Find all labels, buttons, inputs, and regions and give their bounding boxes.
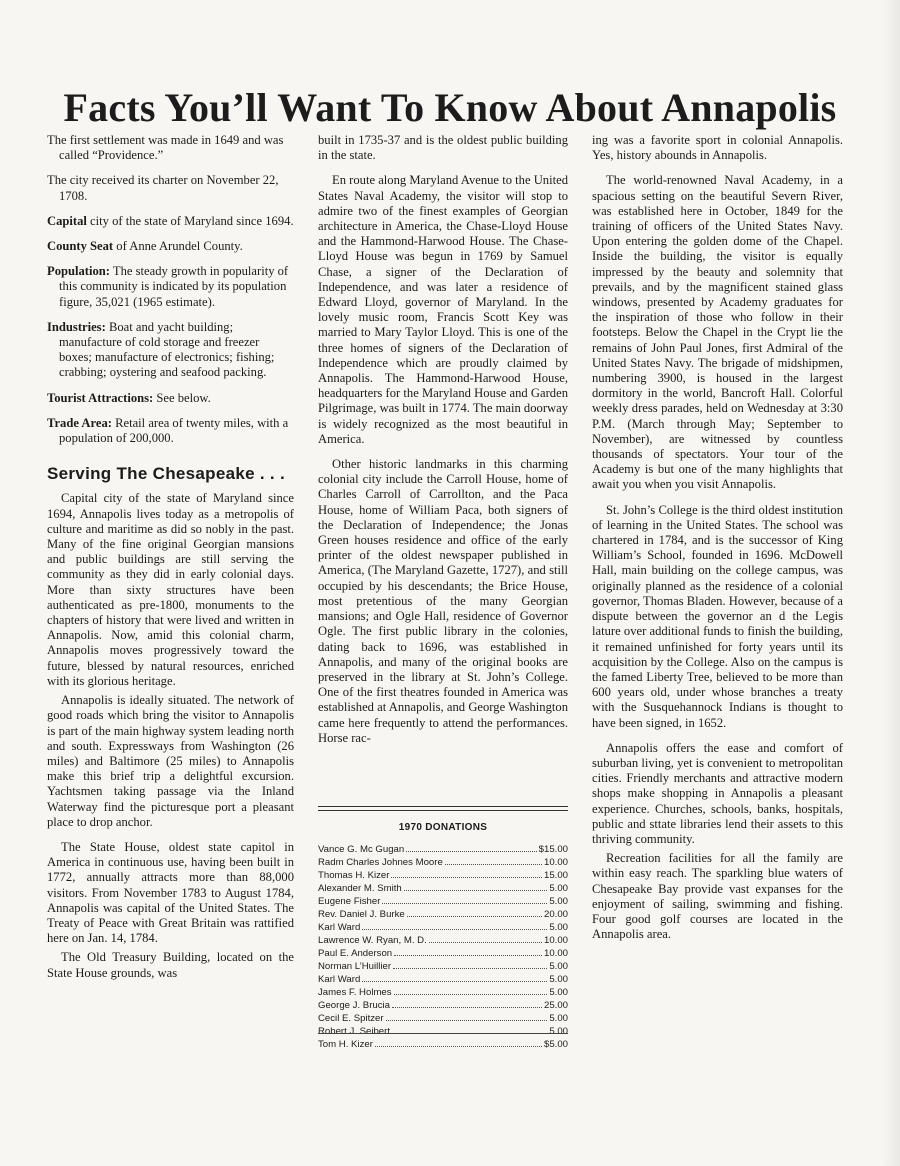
donation-row: Lawrence W. Ryan, M. D. 10.00 xyxy=(318,935,568,946)
fact-item: The city received its charter on November 22, 1708. xyxy=(47,173,279,203)
fact-item: The first settlement was made in 1649 and was called “Providence.” xyxy=(47,133,284,163)
facts-list xyxy=(47,133,294,446)
fact-item: Capital city of the state of Maryland since 1694. xyxy=(47,213,294,228)
divider-rule xyxy=(318,810,568,811)
donation-row: Thomas H. Kizer 15.00 xyxy=(318,870,568,881)
column-right xyxy=(592,133,843,952)
article-paragraph: Annapolis offers the ease and comfort of suburban living, yet is convenient to metropolitan cities. Friendly merchants and attractive modern shops make shopping in Annapolis a pleasant experience. Churches, schools, banks, hospitals, public and sttate libraries lend their assets to this thriving community. xyxy=(592,740,843,846)
donation-row: Eugene Fisher 5.00 xyxy=(318,896,568,907)
article-paragraph: St. John’s College is the third oldest institution of learning in the United States. The school was chartered in 1784, and is the successor of King William’s School, founded in 1696. McDowell Hall, main building on the college campus, was originally planned as the residence of a colonial governor, Thomas Bladen. However, because of a dispute between the governor an d the Legis lature over additional funds to finish the building, it remained unfinished for forty years until its acquisition by the College. Also on the campus is the famed Liberty Tree, believed to be more than 600 years old, under whose branches a treaty with the Susquehannock Indians is thought to have been signed, in 1652. xyxy=(592,502,843,730)
page-title: Facts You’ll Want To Know About Annapolis xyxy=(63,85,837,130)
donations-list xyxy=(318,843,568,1051)
donation-row: Cecil E. Spitzer 5.00 xyxy=(318,1013,568,1024)
fact-item: County Seat of Anne Arundel County. xyxy=(47,239,243,254)
donation-row: Paul E. Anderson 10.00 xyxy=(318,948,568,959)
column-left xyxy=(47,133,294,991)
article-paragraph: ing was a favorite sport in colonial Annapolis. Yes, history abounds in Annapolis. xyxy=(592,133,843,163)
article-paragraph: built in 1735-37 and is the oldest public building in the state. xyxy=(318,133,568,163)
article-paragraph: En route along Maryland Avenue to the United States Naval Academy, the visitor will stop to admire two of the finest examples of Georgian architecture in America, the Chase-Lloyd House and the Hammond-Harwood House. The Chase-Lloyd House was begun in 1769 by Samuel Chase, a signer of the Declaration of Independence, and was later a residence of Edward Lloyd, governor of Maryland. In the lovely music room, Francis Scott Key was married to Mary Taylor Lloyd. This is one of the three homes of signers of the Declaration of Independence which are proudly claimed by Annapolis. The Hammond-Harwood House, headquarters for the Maryland House and Garden Pilgrimage, was built in 1774. The main doorway is widely recognized as the most beautiful in America. xyxy=(318,173,568,446)
fact-item: Population: The steady growth in popularity of this community is indicated by its population figure, 35,021 (1965 estimate). xyxy=(47,264,289,309)
donation-row: George J. Brucia 25.00 xyxy=(318,1000,568,1011)
section-heading: Serving The Chesapeake . . . xyxy=(47,464,285,484)
article-paragraph: The Old Treasury Building, located on the State House grounds, was xyxy=(47,950,294,980)
article-paragraph: Annapolis is ideally situated. The network of good roads which bring the visitor to Annapolis is part of the main highway system leading north and south. Expressways from Washington (26 miles) and Baltimore (25 miles) to Annapolis make this brief trip a delightful excursion. Yachtsmen taking passage via the Inland Waterway find the picturesque port a pleasant place to drop anchor. xyxy=(47,693,294,829)
divider-rule xyxy=(318,806,568,807)
fact-item: Trade Area: Retail area of twenty miles, with a population of 200,000. xyxy=(47,415,289,446)
donation-row: Karl Ward 5.00 xyxy=(318,922,568,933)
donation-row: Robert J. Seibert 5.00 xyxy=(318,1026,568,1037)
donation-row: Alexander M. Smith 5.00 xyxy=(318,883,568,894)
donation-row: Rev. Daniel J. Burke 20.00 xyxy=(318,909,568,920)
donations-bottom-rule xyxy=(318,1033,568,1034)
article-paragraph: Recreation facilities for all the family are within easy reach. The sparkling blue waters of Chesapeake Bay provide vast expanses for the enjoyment of sailing, swimming and fishing. Four good golf courses are located in the Annapolis area. xyxy=(592,851,843,942)
donation-row: Norman L’Huillier 5.00 xyxy=(318,961,568,972)
article-paragraph: Capital city of the state of Maryland since 1694, Annapolis lives today as a metropolis of culture and maritime as did so nobly in the past. Many of the fine original Georgian mansions and public buildings are still serving the community as they did in early colonial days. More than sixty structures have been authenticated as pre-1800, monuments to the chapters of history that were lived and written in Annapolis. Now, amid this colonial charm, Annapolis moves progressively toward the future, blessed by natural resources, enriched with its glorious heritage. xyxy=(47,491,294,688)
page-edge-shadow xyxy=(882,0,900,1166)
donations-title: 1970 DONATIONS xyxy=(398,822,488,833)
donation-row: Karl Ward 5.00 xyxy=(318,974,568,985)
donation-row: Radm Charles Johnes Moore 10.00 xyxy=(318,857,568,868)
article-paragraph: The State House, oldest state capitol in America in continuous use, having been built in 1772, annually attracts more than 88,000 visitors. From November 1783 to August 1784, Annapolis was capital of the United States. The Treaty of Peace with Great Britain was rattified here on Jan. 14, 1784. xyxy=(47,839,294,946)
donation-row: Tom H. Kizer $5.00 xyxy=(318,1039,568,1050)
column-middle xyxy=(318,133,568,756)
fact-item: Industries: Boat and yacht building; manufacture of cold storage and freezer boxes; manufacture of electronics; fishing; crabbing; oystering and seafood packing. xyxy=(47,319,275,380)
donation-row: James F. Holmes 5.00 xyxy=(318,987,568,998)
fact-item: Tourist Attractions: See below. xyxy=(47,390,211,405)
article-paragraph: The world-renowned Naval Academy, in a spacious setting on the beautiful Severn River, was established here in October, 1849 for the training of officers of the United States Navy. Upon entering the golden dome of the Chapel. Inside the building, the visitor is equally impressed by the beauty and solemnity that prevails, and by the magnificent stained glass windows, presented by Academy graduates for the inspiration of those who follow in their footsteps. Below the Chapel in the Crypt lie the remains of John Paul Jones, first Admiral of the United States Navy. The brigade of midshipmen, numbering 3900, is housed in the largest dormitory in the world, Bancroft Hall. Colorful weekly dress parades, held on Wednesday at 3:30 P.M. (March through May; September to November), are witnessed by countless thousands of spectators. Your tour of the Academy is but one of the many highlights that await you when you visit Annapolis. xyxy=(592,173,843,492)
article-paragraph: Other historic landmarks in this charming colonial city include the Carroll House, home of Charles Carroll of Carrollton, and the Paca House, home of William Paca, both signers of the Declaration of Independence; the Jonas Green houses residence and office of the early printer of the oldest newspaper published in America, (The Maryland Gazette, 1727), and still occupied by his descendants; the Brice House, most pretentious of the many Georgian mansions; and Ogle Hall, residence of Governor Ogle. The first public library in the colonies, dating back to 1696, was established in Annapolis, and many of the original books are preserved in the library at St. John’s College. One of the first theatres founded in America was established at Annapolis, and George Washington came here frequently to attend the performances. Horse rac- xyxy=(318,457,568,745)
donation-row: Vance G. Mc Gugan $15.00 xyxy=(318,844,568,855)
